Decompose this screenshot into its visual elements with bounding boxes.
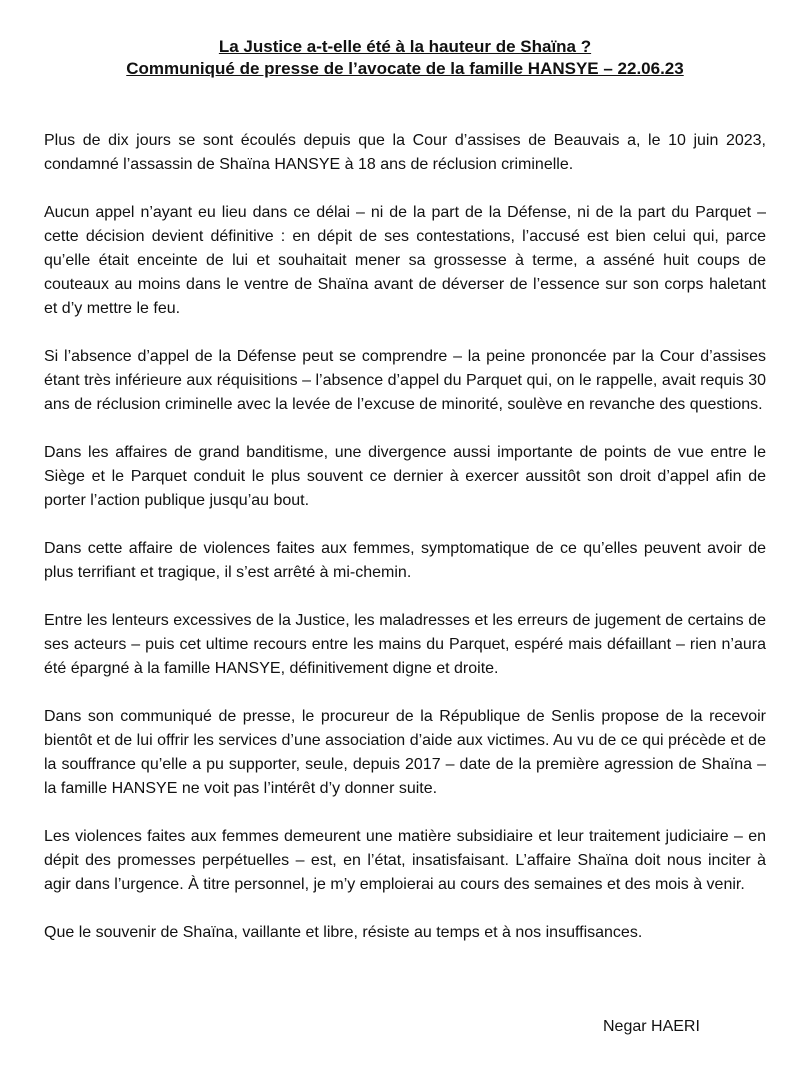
document-title: La Justice a-t-elle été à la hauteur de Shaïna ? (218, 37, 592, 56)
paragraph-7: Dans son communiqué de presse, le procureur de la République de Senlis propose de la recevoir bientôt et de lui offrir les services d’une association d’aide aux victimes. Au vu de ce qui précède et de la souffrance qu’elle a pu supporter, seule, depuis 2017 – date de la première agression de Shaïna – la famille HANSYE ne voit pas l’intérêt d’y donner suite. (44, 708, 766, 797)
paragraph-2: Aucun appel n’ayant eu lieu dans ce délai – ni de la part de la Défense, ni de la part du Parquet – cette décision devient définitive : en dépit de ses contestations, l’accusé est bien celui qui, parce qu’elle était enceinte de lui et souhaitait mener sa grossesse à terme, a asséné huit coups de couteaux au moins dans le ventre de Shaïna avant de déverser de l’essence sur son corps haletant et d’y mettre le feu. (44, 204, 766, 317)
paragraph-4: Dans les affaires de grand banditisme, une divergence aussi importante de points de vue entre le Siège et le Parquet conduit le plus souvent ce dernier à exercer aussitôt son droit d’appel afin de porter l’action publique jusqu’au bout. (44, 444, 766, 509)
paragraph-3: Si l’absence d’appel de la Défense peut se comprendre – la peine prononcée par la Cour d’assises étant très inférieure aux réquisitions – l’absence d’appel du Parquet qui, on le rappelle, avait requis 30 ans de réclusion criminelle avec la levée de l’excuse de minorité, soulève en revanche des questions. (44, 348, 766, 413)
paragraph-9: Que le souvenir de Shaïna, vaillante et libre, résiste au temps et à nos insuffisances. (44, 924, 643, 941)
document-header (0, 36, 810, 80)
paragraph-1: Plus de dix jours se sont écoulés depuis que la Cour d’assises de Beauvais a, le 10 juin 2023, condamné l’assassin de Shaïna HANSYE à 18 ans de réclusion criminelle. (44, 132, 766, 173)
document-body (44, 129, 766, 969)
paragraph-6: Entre les lenteurs excessives de la Justice, les maladresses et les erreurs de jugement de certains de ses acteurs – puis cet ultime recours entre les mains du Parquet, espéré mais défaillant – rien n’aura été épargné à la famille HANSYE, définitivement digne et droite. (44, 612, 766, 677)
document-subtitle: Communiqué de presse de l’avocate de la famille HANSYE – 22.06.23 (126, 59, 684, 78)
paragraph-8: Les violences faites aux femmes demeurent une matière subsidiaire et leur traitement judiciaire – en dépit des promesses perpétuelles – est, en l’état, insatisfaisant. L’affaire Shaïna doit nous inciter à agir dans l’urgence. À titre personnel, je m’y emploierai au cours des semaines et des mois à venir. (44, 828, 766, 893)
author-signature: Negar HAERI (603, 1018, 700, 1035)
paragraph-5: Dans cette affaire de violences faites aux femmes, symptomatique de ce qu’elles peuvent avoir de plus terrifiant et tragique, il s’est arrêté à mi-chemin. (44, 540, 766, 581)
